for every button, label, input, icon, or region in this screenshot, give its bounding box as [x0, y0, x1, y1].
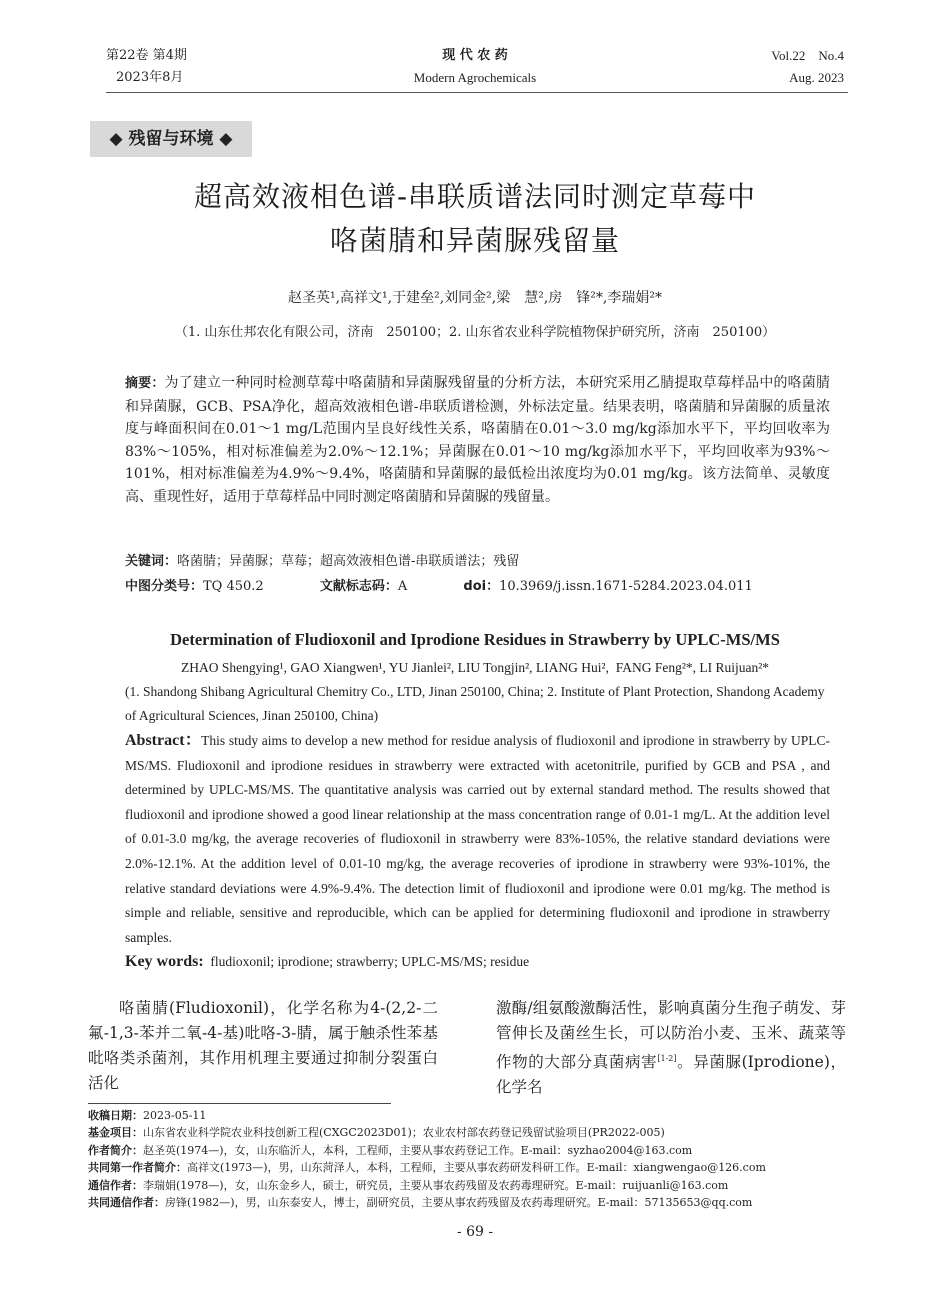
doc-code-label: 文献标志码： — [319, 579, 398, 594]
clc-value: TQ 450.2 — [203, 579, 264, 594]
english-abstract — [125, 729, 830, 950]
footnote-co-first-author: 共同第一作者简介：高祥文(1973—)，男，山东菏泽人，本科，工程师，主要从事农药研发科研工作。E-mail：xiangwengao@126.com — [88, 1161, 766, 1175]
english-affiliation: (1. Shandong Shibang Agricultural Chemitry Co., LTD, Jinan 250100, China; 2. Institute of Plant Protection, Shandong Academy of Agricultural Sciences, Jinan 250100, China) — [125, 684, 825, 723]
footnote-rule — [88, 1103, 391, 1104]
doi-value: 10.3969/j.issn.1671-5284.2023.04.011 — [499, 579, 753, 594]
english-keywords — [125, 950, 830, 974]
citation-ref: [1-2] — [657, 1054, 677, 1063]
english-abstract-text: This study aims to develop a new method for residue analysis of fludioxonil and iprodione in strawberry by UPLC-MS/MS. Fludioxonil and iprodione residues in strawberry were extracted with acetonitrile, purified by GCB and PSA , and determined by UPLC-MS/MS. The quantitative analysis was carried out by external standard method. The results showed that fludioxonil and iprodione showed a good linear relationship at the mass concentration range of 0.01-1 mg/L. At the addition level of 0.01-3.0 mg/kg, the average recoveries of fludioxonil in strawberry were 83%-105%, the relative standard deviations were 2.0%-12.1%. At the addition level of 0.01-10 mg/kg, the average recoveries of iprodione in strawberry were 93%-101%, the relative standard deviations were 4.9%-9.4%. The detection limit of fludioxonil and iprodione were 0.01 mg/kg. The method is simple and reliable, sensitive and reproducible, which can be applied for determining fludioxonil and iprodione in strawberry samples. — [125, 733, 830, 945]
clc-label: 中图分类号： — [125, 579, 204, 594]
header-rule — [106, 92, 848, 93]
date-cn: 2023年8月 — [116, 70, 184, 85]
doi-label: doi： — [463, 579, 500, 594]
footnote-received: 收稿日期：2023-05-11 — [88, 1109, 207, 1122]
footnote-co-corresponding: 共同通信作者：房锋(1982—)，男，山东泰安人，博士，副研究员，主要从事农药残留及农药毒理研究。E-mail：57135653@qq.com — [88, 1196, 753, 1210]
authors-cn: 赵圣英¹,高祥文¹,于建垒²,刘同金²,梁 慧²,房 锋²*,李瑞娟²* — [288, 290, 662, 306]
english-keywords-label: Key words: — [125, 953, 204, 970]
footnote-corresponding: 通信作者：李瑞娟(1978—)，女，山东金乡人，硕士，研究员，主要从事农药残留及农药毒理研究。E-mail：ruijuanli@163.com — [88, 1178, 729, 1192]
body-column-1: 咯菌腈(Fludioxonil)，化学名称为4-(2,2-二氟-1,3-苯并二氧-4-基)吡咯-3-腈，属于触杀性苯基吡咯类杀菌剂，其作用机理主要通过抑制分裂蛋白活化 — [88, 999, 438, 1092]
body-column-2-text-a: 激酶/组氨酸激酶活性，影响真菌分生孢子萌发、芽管伸长及菌丝生长，可以防治小麦、玉米、蔬菜等作物的大部分真菌病害 — [496, 999, 846, 1072]
abstract-cn — [125, 372, 830, 509]
classification-line — [125, 576, 830, 598]
abstract-cn-text: 为了建立一种同时检测草莓中咯菌腈和异菌脲残留量的分析方法，本研究采用乙腈提取草莓样品中的咯菌腈和异菌脲，GCB、PSA净化，超高效液相色谱-串联质谱检测，外标法定量。结果表明，咯菌腈和异菌脲的质量浓度与峰面积间在0.01～1 mg/L范围内呈良好线性关系，咯菌腈在0.01～3.0 mg/kg添加水平下，平均回收率为83%～105%，相对标准偏差为2.0%～12.1%；异菌脲在0.01～10 mg/kg添加水平下，平均回收率为93%～101%，相对标准偏差为4.9%～9.4%，咯菌腈和异菌脲的最低检出浓度均为0.01 mg/kg。该方法简单、灵敏度高、重现性好，适用于草莓样品中同时测定咯菌腈和异菌脲的残留量。 — [125, 375, 830, 505]
footnote-funding: 基金项目：山东省农业科学院农业科技创新工程(CXGC2023D01)；农业农村部农药登记残留试验项目(PR2022-005) — [88, 1126, 665, 1140]
english-title: Determination of Fludioxonil and Iprodione Residues in Strawberry by UPLC-MS/MS — [170, 630, 780, 649]
page-number: - 69 - — [456, 1224, 494, 1240]
keywords-cn — [125, 551, 830, 573]
volume-cn: 第22卷 第4期 — [106, 48, 187, 63]
title-line-2: 咯菌腈和异菌脲残留量 — [329, 224, 620, 257]
keywords-cn-label: 关键词： — [125, 554, 178, 569]
keywords-cn-text: 咯菌腈；异菌脲；草莓；超高效液相色谱-串联质谱法；残留 — [177, 554, 520, 569]
volume-en: Vol.22 No.4 — [771, 48, 844, 63]
body-column-2-text-b: 。异菌脲(Iprodione)，化学名 — [496, 1053, 846, 1097]
date-en: Aug. 2023 — [789, 70, 844, 85]
footnote-author-bio: 作者简介：赵圣英(1974—)，女，山东临沂人，本科，工程师，主要从事农药登记工作。E-mail：syzhao2004@163.com — [88, 1143, 693, 1157]
english-keywords-text: fludioxonil; iprodione; strawberry; UPLC-MS/MS; residue — [210, 954, 530, 969]
abstract-cn-label: 摘要： — [125, 376, 165, 391]
title-line-1: 超高效液相色谱-串联质谱法同时测定草莓中 — [193, 180, 757, 213]
affiliation-cn: （1. 山东仕邦农化有限公司，济南 250100；2. 山东省农业科学院植物保护研究所，济南 250100） — [174, 325, 776, 340]
body-column-2 — [496, 996, 846, 1100]
english-authors: ZHAO Shengying¹, GAO Xiangwen¹, YU Jianlei², LIU Tongjin², LIANG Hui², FANG Feng²*, LI Ruijuan²* — [180, 660, 770, 675]
header-right — [771, 45, 844, 89]
doc-code-value: A — [397, 579, 408, 594]
english-abstract-label: Abstract： — [125, 732, 202, 749]
journal-cn: 现 代 农 药 — [442, 48, 508, 63]
paper-title — [0, 175, 950, 263]
journal-en: Modern Agrochemicals — [413, 70, 537, 85]
footnotes — [88, 1107, 848, 1211]
section-tag: ◆ 残留与环境 ◆ — [90, 121, 252, 157]
